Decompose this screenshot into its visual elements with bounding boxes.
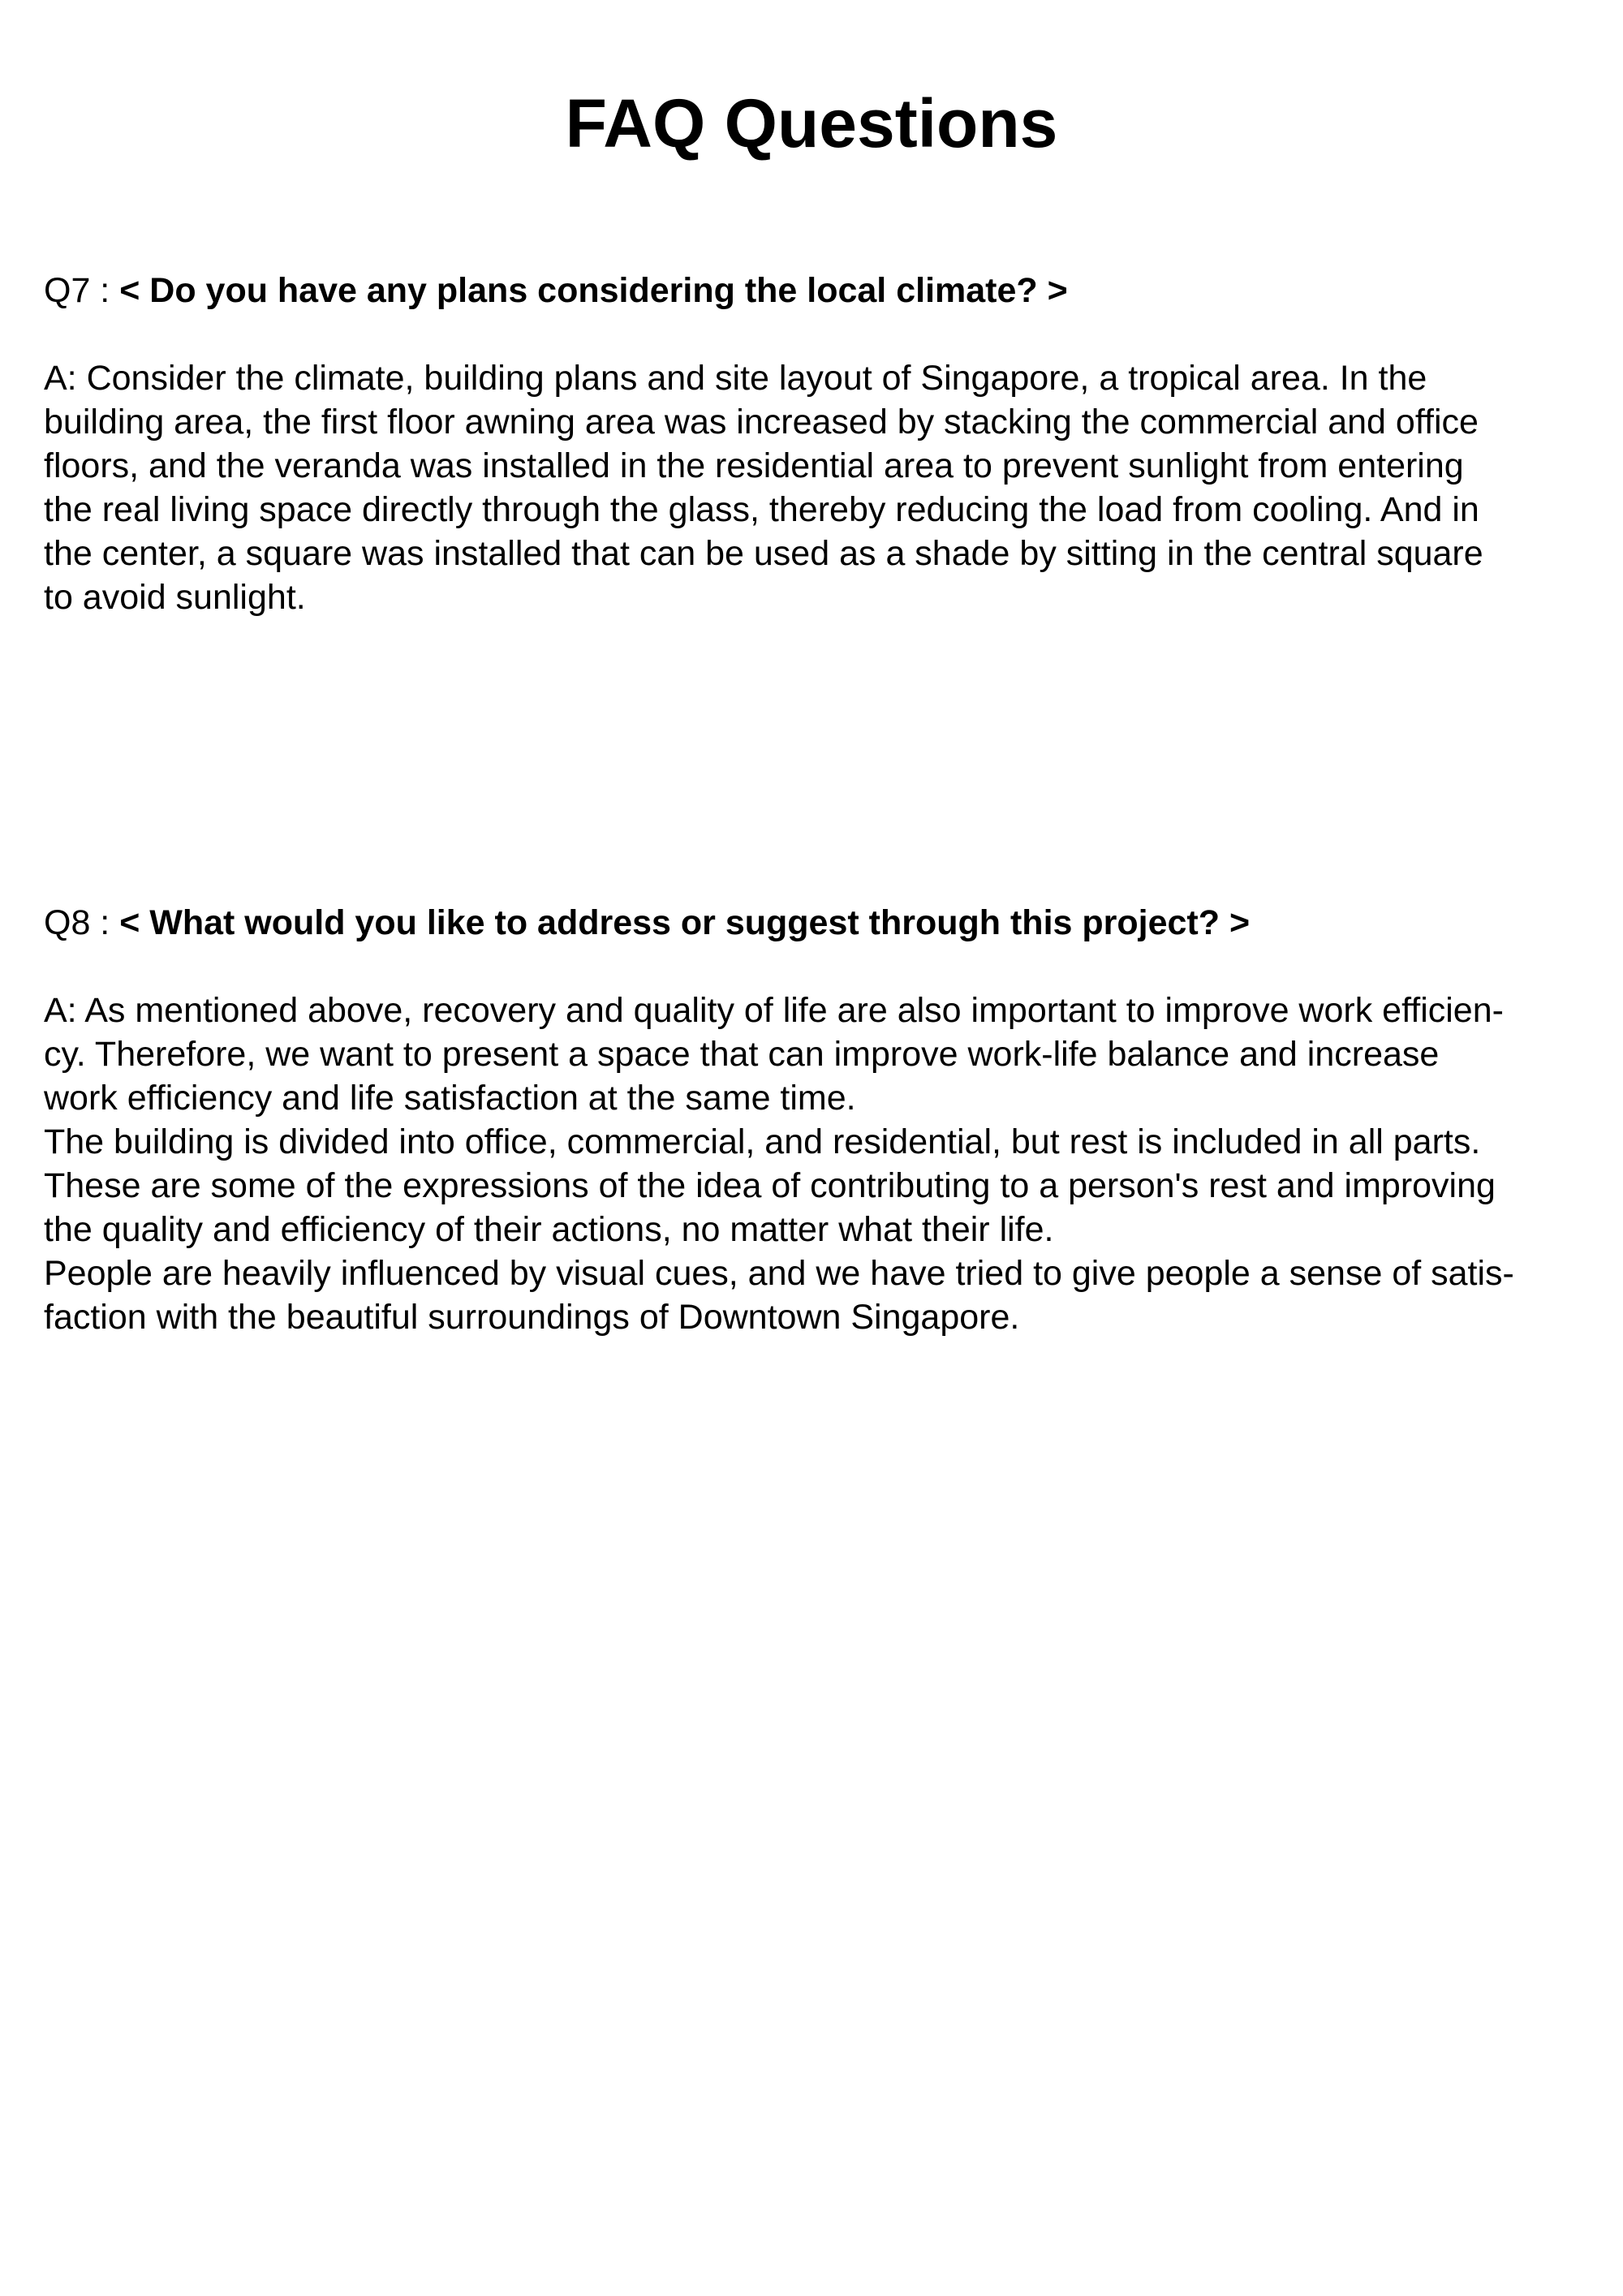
faq-answer	[44, 356, 1586, 619]
question-text: < What would you like to address or suggest through this project? >	[119, 903, 1251, 942]
faq-item-q8	[44, 901, 1586, 1339]
answer-line: People are heavily influenced by visual cues, and we have tried to give people a sense of satis-	[44, 1254, 1514, 1293]
answer-line: work efficiency and life satisfaction at the same time.	[44, 1079, 856, 1118]
faq-item-q7	[44, 269, 1586, 619]
faq-question	[44, 901, 1586, 945]
answer-line: building area, the first floor awning area was increased by stacking the commercial and office	[44, 403, 1479, 442]
question-text: < Do you have any plans considering the local climate? >	[119, 271, 1068, 310]
answer-line: These are some of the expressions of the idea of contributing to a person's rest and improving	[44, 1166, 1496, 1205]
answer-line: the real living space directly through the glass, thereby reducing the load from cooling. And in	[44, 490, 1479, 529]
answer-line: the center, a square was installed that can be used as a shade by sitting in the central square	[44, 534, 1483, 573]
answer-line: to avoid sunlight.	[44, 578, 306, 617]
question-number: Q8 :	[44, 903, 120, 942]
answer-line: The building is divided into office, commercial, and residential, but rest is included in all parts.	[44, 1122, 1481, 1161]
faq-answer	[44, 989, 1586, 1339]
answer-line: A: As mentioned above, recovery and quality of life are also important to improve work efficien-	[44, 991, 1504, 1030]
answer-line: faction with the beautiful surroundings of Downtown Singapore.	[44, 1298, 1020, 1337]
question-number: Q7 :	[44, 271, 120, 310]
answer-line: the quality and efficiency of their actions, no matter what their life.	[44, 1210, 1054, 1249]
page-title: FAQ Questions	[565, 85, 1058, 162]
answer-line: cy. Therefore, we want to present a space that can improve work-life balance and increase	[44, 1035, 1440, 1074]
faq-question	[44, 269, 1586, 312]
answer-line: floors, and the veranda was installed in the residential area to prevent sunlight from entering	[44, 446, 1464, 485]
answer-line: A: Consider the climate, building plans and site layout of Singapore, a tropical area. In the	[44, 359, 1427, 398]
